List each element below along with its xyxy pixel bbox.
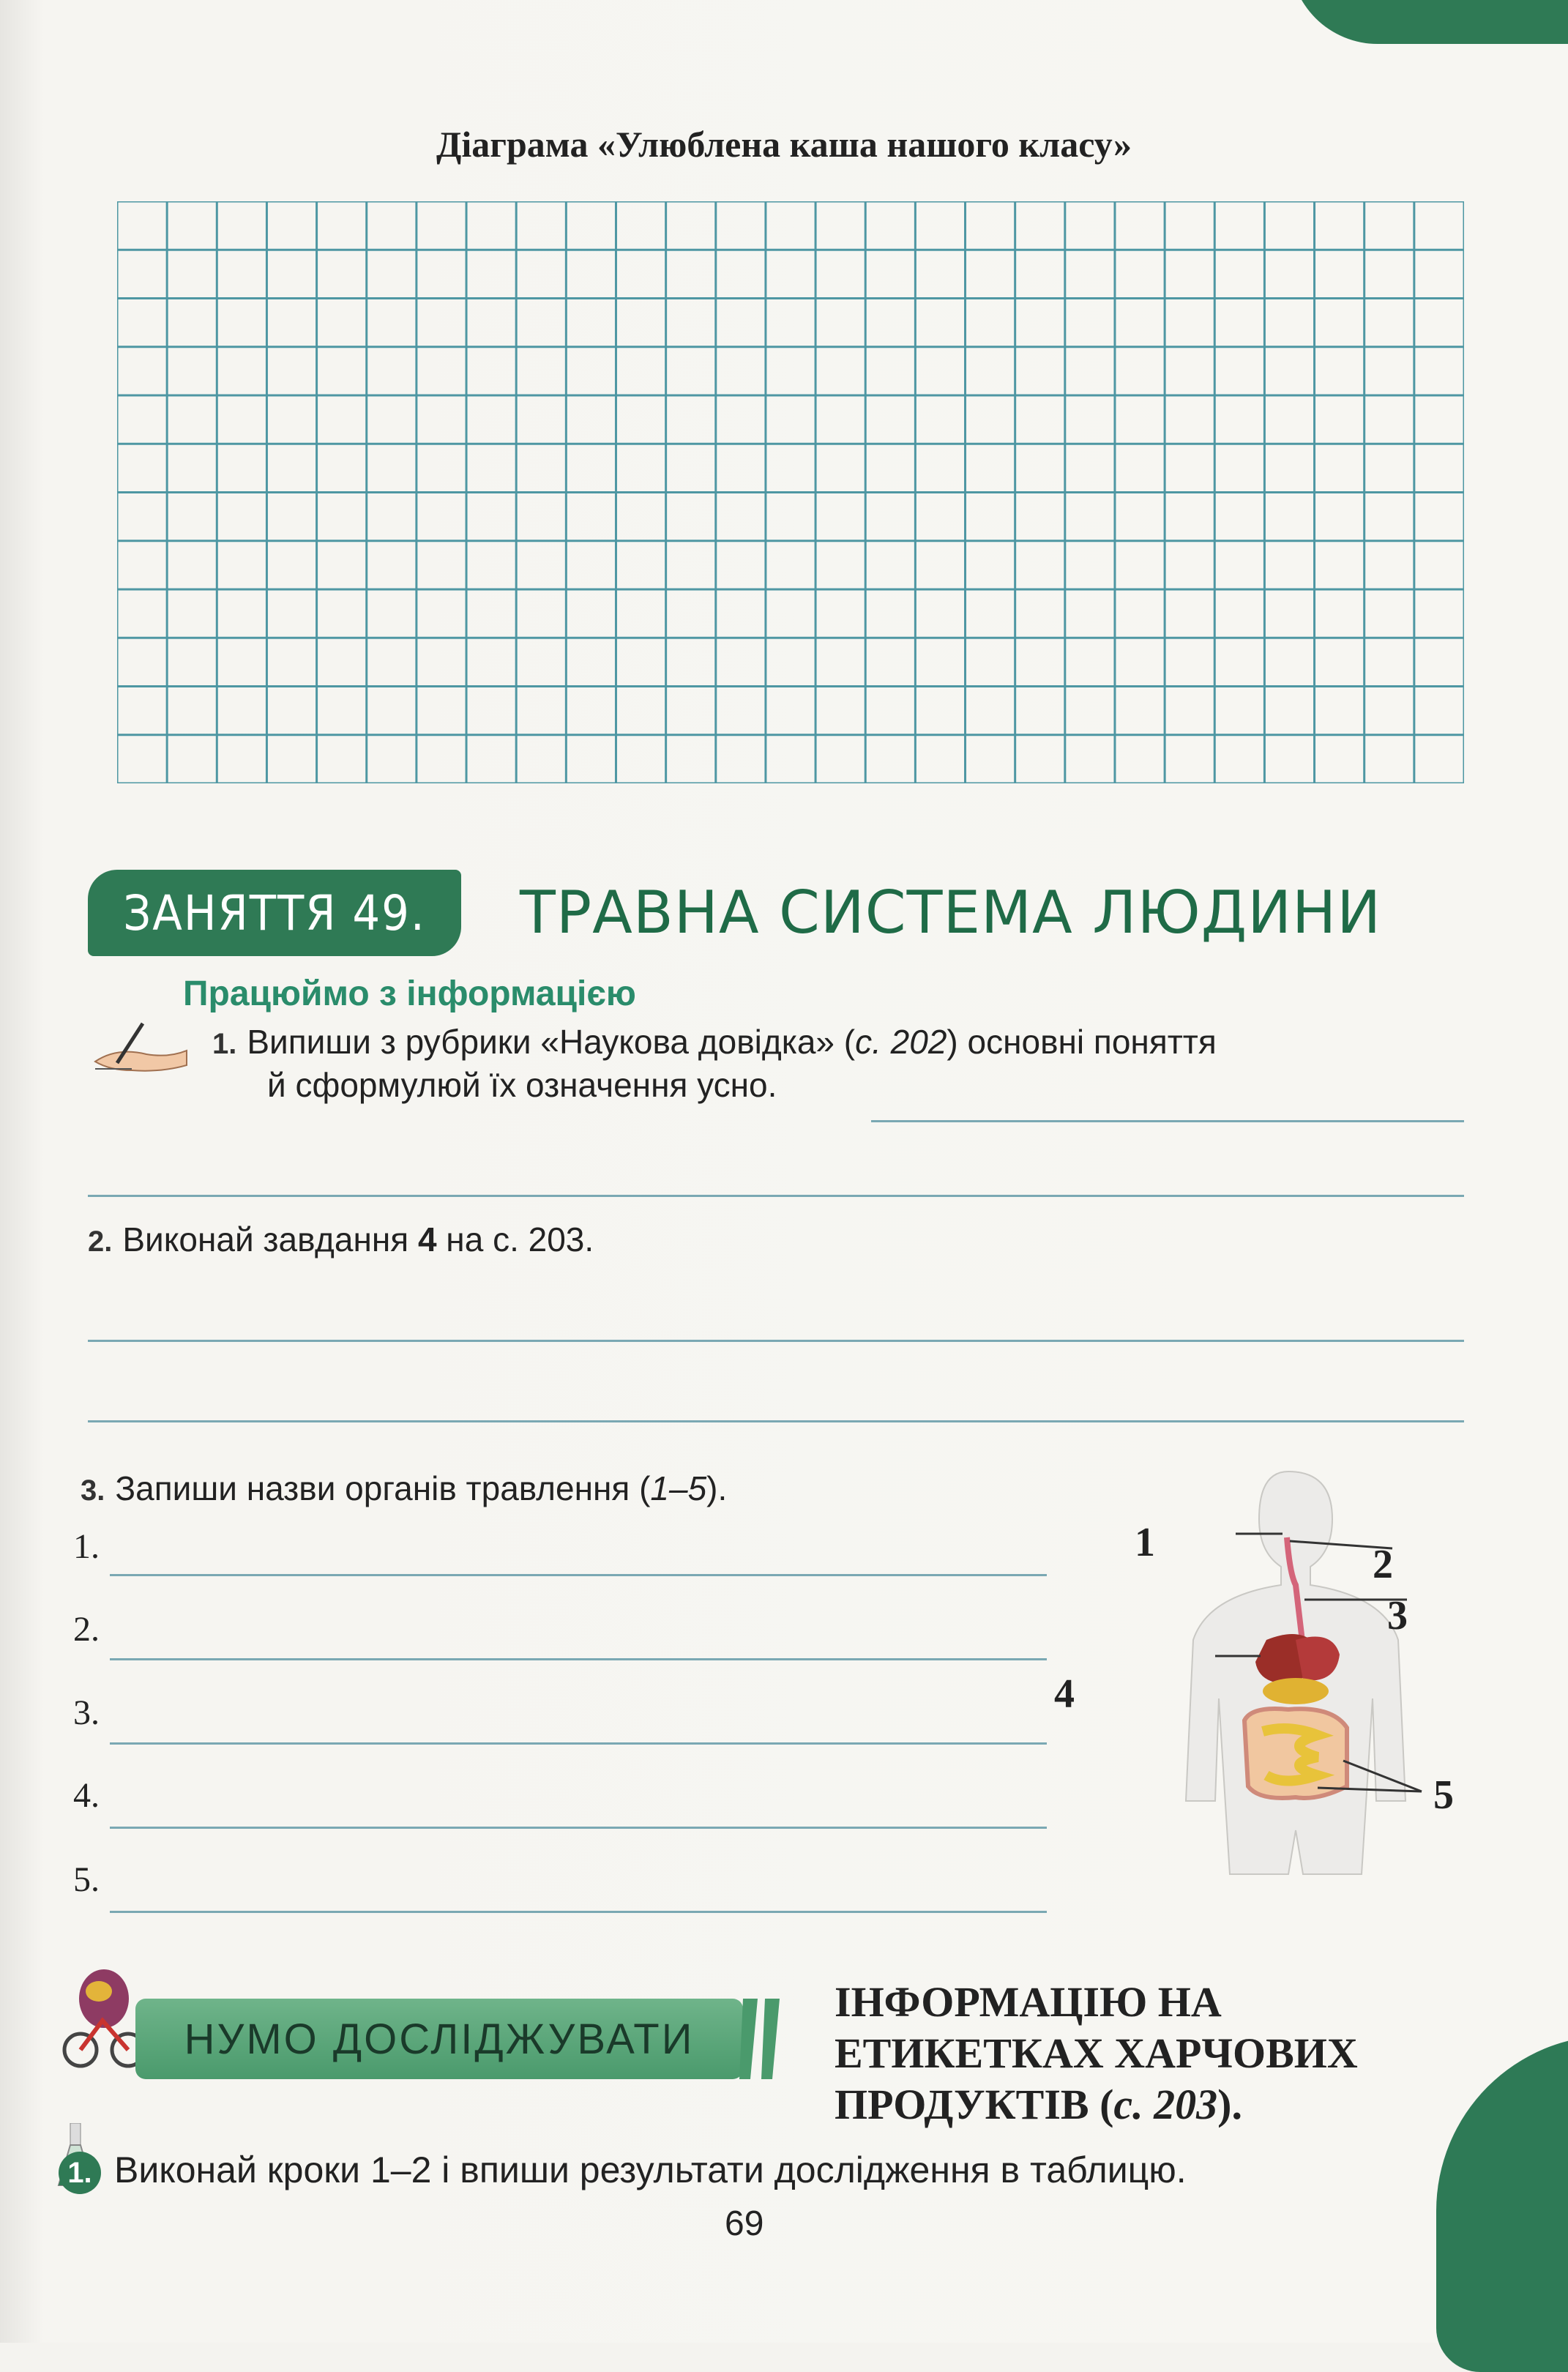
answer-number: 2.: [73, 1610, 100, 1649]
figure-label-4: 4: [1054, 1671, 1075, 1717]
answer-line[interactable]: [871, 1120, 1464, 1122]
figure-label-1: 1: [1135, 1520, 1155, 1565]
answer-number: 1.: [73, 1527, 100, 1566]
lesson-badge: ЗАНЯТТЯ 49.: [88, 870, 461, 956]
task-3-ref: 1–5: [650, 1469, 707, 1507]
task-1-ref: с. 202: [855, 1023, 947, 1061]
answer-line[interactable]: [88, 1195, 1464, 1197]
diagram-grid[interactable]: [117, 201, 1464, 783]
task-2: [88, 1219, 594, 1262]
answer-line[interactable]: [88, 1340, 1464, 1342]
section-subheading: Працюймо з інформацією: [183, 974, 636, 1013]
lesson-title: ТРАВНА СИСТЕМА ЛЮДИНИ: [520, 879, 1382, 947]
task-1-number: 1.: [212, 1028, 237, 1060]
task-3-text-a: Запиши назви органів травлення (: [115, 1469, 651, 1507]
step-text: Виконай кроки 1–2 і впиши результати дослідження в таблицю.: [114, 2149, 1187, 2190]
research-title-line-3: ПРОДУКТІВ (: [835, 2081, 1114, 2128]
figure-label-5: 5: [1433, 1772, 1454, 1818]
task-2-text-a: Виконай завдання: [122, 1220, 418, 1258]
banner-stripes: [739, 1999, 791, 2079]
decorative-leaf-top: [1290, 0, 1568, 44]
research-title-line-1: ІНФОРМАЦІЮ НА: [835, 1978, 1222, 2026]
task-3-text-b: ).: [706, 1469, 728, 1507]
task-2-number: 2.: [88, 1226, 113, 1258]
answer-line[interactable]: [110, 1827, 1047, 1829]
step-number-badge: 1.: [59, 2152, 101, 2194]
diagram-title: Діаграма «Улюблена каша нашого класу»: [436, 124, 1132, 165]
task-2-text-b: на с. 203.: [436, 1220, 594, 1258]
answer-line[interactable]: [88, 1420, 1464, 1422]
research-title-end: ).: [1217, 2081, 1242, 2128]
answer-number: 5.: [73, 1860, 100, 1899]
digestive-system-figure: [1098, 1464, 1508, 1933]
page-number: 69: [725, 2204, 764, 2243]
research-title-ref: с. 203: [1113, 2081, 1218, 2128]
answer-line[interactable]: [110, 1658, 1047, 1660]
task-1-text-a: Випиши з рубрики «Наукова довідка» (: [247, 1023, 856, 1061]
task-3: [81, 1468, 727, 1511]
task-1: [212, 1021, 1217, 1105]
answer-number: 3.: [73, 1693, 100, 1732]
answer-line[interactable]: [110, 1574, 1047, 1576]
task-1-text-c: й сформулюй їх означення усно.: [267, 1066, 777, 1104]
answer-number: 4.: [73, 1776, 100, 1815]
task-3-number: 3.: [81, 1474, 105, 1507]
figure-label-2: 2: [1373, 1542, 1393, 1587]
research-title: [835, 1977, 1358, 2130]
figure-label-3: 3: [1387, 1593, 1408, 1638]
task-2-bold: 4: [417, 1220, 437, 1258]
answer-line[interactable]: [110, 1911, 1047, 1913]
answer-line[interactable]: [110, 1742, 1047, 1745]
research-title-line-2: ЕТИКЕТКАХ ХАРЧОВИХ: [835, 2029, 1358, 2077]
cyclist-mascot-icon: [59, 1947, 146, 2072]
task-1-text-b: ) основні поняття: [947, 1023, 1217, 1061]
decorative-leaf-bottom: [1436, 2035, 1568, 2372]
writing-hand-icon: [88, 1018, 190, 1076]
research-banner: НУМО ДОСЛІДЖУВАТИ: [135, 1999, 743, 2079]
research-step-1: [59, 2149, 1187, 2194]
